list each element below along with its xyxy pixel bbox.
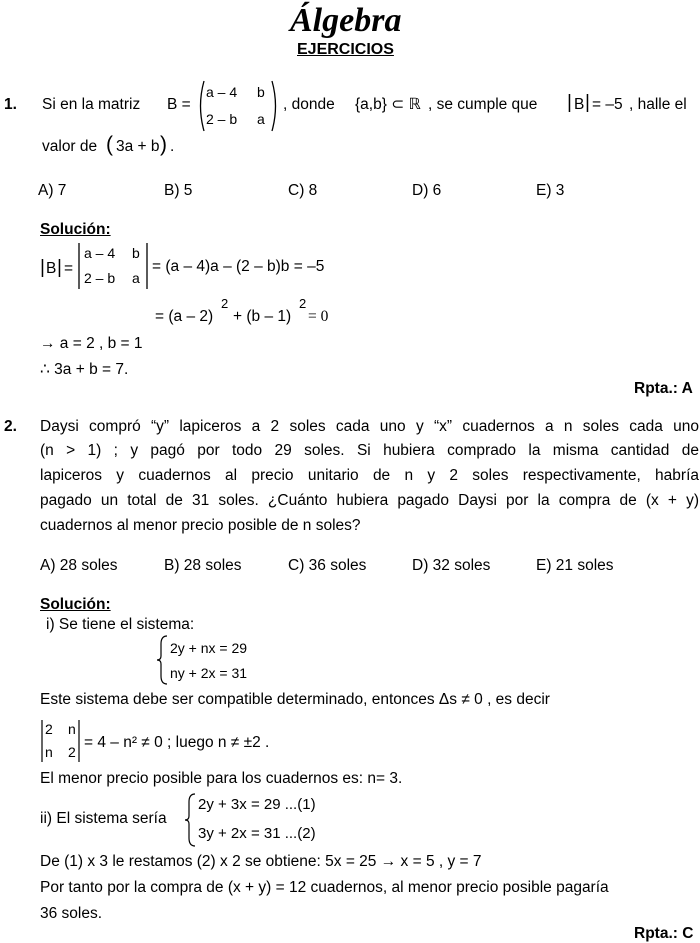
p1-option-e: E) 3 bbox=[536, 182, 565, 199]
p1-option-c: C) 8 bbox=[288, 182, 318, 199]
p2-sol-i: i) Se tiene el sistema: bbox=[46, 616, 195, 633]
p1-sol-sq1: 2 bbox=[221, 296, 229, 311]
p2-eq1: 2y + nx = 29 bbox=[170, 640, 248, 656]
p2-line5: cuadernos al menor precio posible de n soles? bbox=[40, 517, 361, 534]
p1-solucion-heading: Solución: bbox=[40, 221, 111, 238]
p1-sol-sq2: 2 bbox=[299, 296, 307, 311]
p1-target: 3a + b bbox=[116, 138, 160, 155]
p1-text-a: Si en la matriz bbox=[42, 96, 141, 113]
p1-option-a: A) 7 bbox=[38, 182, 67, 199]
p2-sol-36: 36 soles. bbox=[40, 905, 103, 922]
p2-sol-por: Por tanto por la compra de (x + y) = 12 cuadernos, al menor precio posible pagaría bbox=[40, 879, 609, 896]
p1-det-m12: b bbox=[132, 245, 140, 261]
p2-det-d: 2 bbox=[68, 744, 76, 760]
p2-sol-ii: ii) El sistema sería bbox=[40, 810, 167, 827]
p2-option-a: A) 28 soles bbox=[40, 557, 118, 574]
p1-sol-line3: → a = 2 , b = 1 bbox=[40, 335, 143, 352]
p1-matrix-name: B = bbox=[167, 96, 191, 113]
p2-line4: pagado un total de 31 soles. ¿Cuánto hubiera pagado Daysi por la compra de (x + y) bbox=[40, 492, 699, 509]
matrix-b-m22: a bbox=[257, 111, 265, 127]
p1-absb-close: | bbox=[57, 257, 62, 278]
p2-eq3: 2y + 3x = 29 ...(1) bbox=[198, 796, 316, 813]
p2-eq4: 3y + 2x = 31 ...(2) bbox=[198, 825, 316, 842]
p1-option-b: B) 5 bbox=[164, 182, 193, 199]
problem-1-number: 1. bbox=[4, 96, 17, 113]
problem-2-number: 2. bbox=[4, 418, 17, 435]
p2-line3: lapiceros y cuadernos al precio unitario de n y 2 soles respectivamente, habría bbox=[40, 467, 699, 484]
p1-target-open: ( bbox=[106, 133, 113, 156]
p2-det-b: n bbox=[68, 721, 76, 737]
p2-det-c: n bbox=[45, 744, 53, 760]
p2-sol-de: De (1) x 3 le restamos (2) x 2 se obtiene: 5x = 25 → x = 5 , y = 7 bbox=[40, 853, 482, 870]
p1-det-open-bar: | bbox=[567, 92, 572, 113]
p1-sol-line2a: = (a – 2) bbox=[155, 308, 214, 325]
p1-det-m21: 2 – b bbox=[84, 270, 116, 286]
p1-sol-line2c: = 0 bbox=[308, 308, 329, 325]
p2-system2-brace bbox=[184, 792, 198, 848]
p1-absb-eq: = bbox=[64, 260, 74, 277]
p1-target-period: . bbox=[170, 138, 175, 155]
p1-text-c: , se cumple que bbox=[428, 96, 538, 113]
p1-sol-line1: = (a – 4)a – (2 – b)b = –5 bbox=[152, 258, 325, 275]
p2-rpta: Rpta.: C bbox=[634, 925, 694, 942]
p1-option-d: D) 6 bbox=[412, 182, 442, 199]
page-subtitle: EJERCICIOS bbox=[297, 41, 394, 58]
p1-target-close: ) bbox=[160, 133, 167, 156]
p1-det-m11: a – 4 bbox=[84, 245, 116, 261]
p1-det-close-bar: | bbox=[585, 92, 590, 113]
p1-det-m22: a bbox=[132, 270, 140, 286]
matrix-b-m21: 2 – b bbox=[206, 111, 238, 127]
p1-det-expr: = –5 bbox=[592, 96, 623, 113]
p1-sol-line2b: + (b – 1) bbox=[233, 308, 292, 325]
p2-solucion-heading: Solución: bbox=[40, 596, 111, 613]
p2-line1: Daysi compró “y” lapiceros a 2 soles cada uno y “x” cuadernos a n soles cada uno bbox=[40, 418, 699, 435]
p2-det-tail: = 4 – n² ≠ 0 ; luego n ≠ ±2 . bbox=[84, 734, 270, 751]
p2-det-a: 2 bbox=[45, 721, 53, 737]
p2-option-c: C) 36 soles bbox=[288, 557, 367, 574]
p2-option-e: E) 21 soles bbox=[536, 557, 614, 574]
p1-set-expr: {a,b} ⊂ ℝ bbox=[355, 96, 421, 113]
p1-absb-open: | bbox=[40, 257, 45, 278]
p2-option-d: D) 32 soles bbox=[412, 557, 491, 574]
p2-sol-menor: El menor precio posible para los cuadernos es: n= 3. bbox=[40, 770, 403, 787]
p1-rpta: Rpta.: A bbox=[634, 380, 693, 397]
p2-option-b: B) 28 soles bbox=[164, 557, 242, 574]
p1-text-d: , halle el bbox=[629, 96, 687, 113]
p1-absb-b: B bbox=[46, 260, 57, 277]
p1-det-b: B bbox=[574, 96, 585, 113]
page-title: Álgebra bbox=[290, 2, 402, 39]
p1-line2: valor de bbox=[42, 138, 98, 155]
matrix-b-m12: b bbox=[257, 84, 265, 100]
p2-eq2: ny + 2x = 31 bbox=[170, 665, 248, 681]
p2-line2: (n > 1) ; y pagó por todo 29 soles. Si hubiera comprado la misma cantidad de bbox=[40, 442, 699, 459]
p1-text-b: , donde bbox=[283, 96, 335, 113]
p2-system1-brace bbox=[156, 634, 170, 686]
p2-sol-comp: Este sistema debe ser compatible determinado, entonces Δs ≠ 0 , es decir bbox=[40, 691, 550, 708]
matrix-b-m11: a – 4 bbox=[206, 84, 238, 100]
p1-sol-line4: ∴ 3a + b = 7. bbox=[40, 361, 129, 378]
